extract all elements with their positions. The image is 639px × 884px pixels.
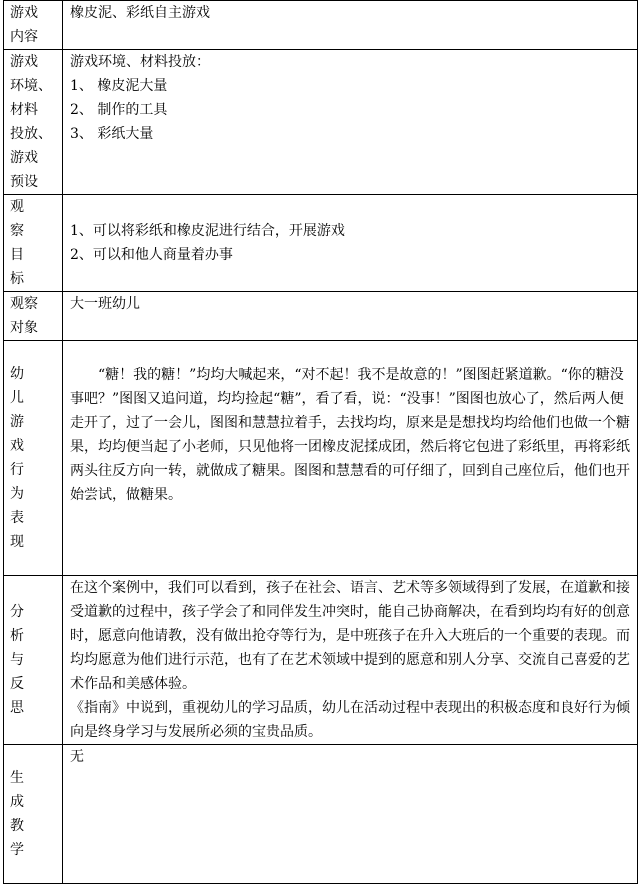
analysis-paragraph: 在这个案例中，我们可以看到，孩子在社会、语言、艺术等多领域得到了发展，在道歉和接受道歉的过程中，孩子学会了和同伴发生冲突时，能自己协商解决，在看到均均有好的创意时，愿意向他请教，没有做出抢夺等行为，是中班孩子在升入大班后的一个重要的表现。而均均愿意为他们进行示范，也有了在艺术领域中提到的愿意和别人分享、交流自己喜爱的艺术作品和美感体验。 [70, 580, 630, 692]
label-line: 预设 [10, 174, 38, 190]
generated-teaching-text: 无 [63, 745, 638, 884]
analysis-paragraph: 《指南》中说到，重视幼儿的学习品质，幼儿在活动过程中表现出的积极态度和良好行为倾向是终身学习与发展所必须的宝贵品质。 [70, 700, 630, 740]
environment-line: 2、 制作的工具 [70, 102, 168, 118]
observation-target-text: 大一班幼儿 [63, 292, 638, 341]
label-line: 儿 [10, 390, 24, 406]
game-content-text: 橡皮泥、彩纸自主游戏 [63, 1, 638, 50]
label-line: 环境、 [10, 78, 52, 94]
label-line: 教 [10, 818, 24, 834]
label-line: 现 [10, 534, 24, 550]
label-line: 游戏 [10, 150, 38, 166]
behavior-paragraph: “糖！我的糖！”均均大喊起来，“对不起！我不是故意的！”图图赶紧道歉。“你的糖没事吧？”图图又追问道，均均捡起“糖”，看了看，说：“没事！”图图也放心了，然后两人便走开了，过了一会儿，图图和慧慧拉着手，去找均均，原来是是想找均均给他们也做一个糖果，均均便当起了小老师，只见他将一团橡皮泥揉成团，然后将它包进了彩纸里，再将彩纸两头往反方向一转，就做成了糖果。图图和慧慧看的可仔细了，回到自己座位后，他们也开始尝试，做糖果。 [70, 367, 630, 503]
row-generated-teaching [4, 745, 638, 884]
row-observation-goals [4, 195, 638, 292]
row-observation-target [4, 292, 638, 341]
label-line: 表 [10, 510, 24, 526]
label-line: 幼 [10, 366, 24, 382]
label-analysis [4, 576, 63, 745]
row-child-behavior [4, 341, 638, 576]
label-line: 标 [10, 271, 24, 287]
label-line: 投放、 [10, 126, 52, 142]
label-generated-teaching [4, 745, 63, 884]
label-line: 思 [10, 700, 24, 716]
row-game-content [4, 1, 638, 50]
label-line: 成 [10, 794, 24, 810]
label-line: 察 [10, 223, 24, 239]
environment-line: 游戏环境、材料投放： [70, 54, 210, 70]
environment-line: 3、 彩纸大量 [70, 126, 154, 142]
label-line: 为 [10, 486, 24, 502]
label-line: 观 [10, 199, 24, 215]
label-line: 观察 [10, 296, 38, 312]
label-observation-target [4, 292, 63, 341]
label-line: 反 [10, 676, 24, 692]
label-environment [4, 50, 63, 195]
goals-content [63, 195, 638, 292]
row-analysis [4, 576, 638, 745]
label-line: 与 [10, 652, 24, 668]
behavior-content [63, 341, 638, 576]
goal-line: 1、可以将彩纸和橡皮泥进行结合，开展游戏 [70, 223, 345, 239]
environment-content [63, 50, 638, 195]
label-line: 学 [10, 842, 24, 858]
label-line: 游 [10, 414, 24, 430]
label-line: 析 [10, 628, 24, 644]
label-line: 目 [10, 247, 24, 263]
label-line: 分 [10, 604, 24, 620]
label-line: 行 [10, 462, 24, 478]
environment-line: 1、 橡皮泥大量 [70, 78, 168, 94]
row-environment [4, 50, 638, 195]
label-line: 游戏 [10, 5, 38, 21]
label-line: 内容 [10, 29, 38, 45]
label-line: 游戏 [10, 54, 38, 70]
label-observation-goals [4, 195, 63, 292]
label-child-behavior [4, 341, 63, 576]
label-line: 对象 [10, 320, 38, 336]
label-line: 生 [10, 770, 24, 786]
label-line: 戏 [10, 438, 24, 454]
analysis-content [63, 576, 638, 745]
label-line: 材料 [10, 102, 38, 118]
label-game-content [4, 1, 63, 50]
observation-table [3, 0, 638, 884]
goal-line: 2、可以和他人商量着办事 [70, 247, 233, 263]
